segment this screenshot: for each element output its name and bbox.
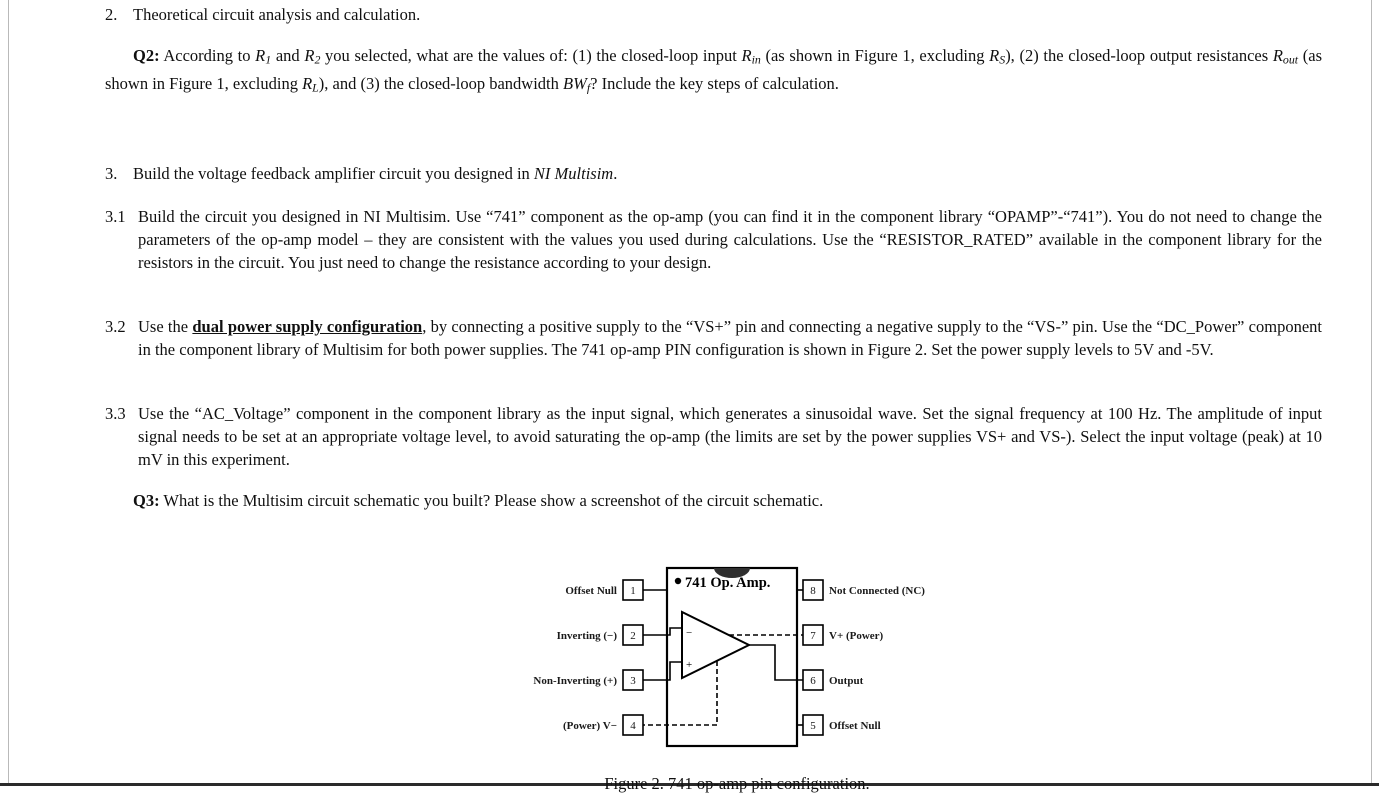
subsection-3-3 xyxy=(105,402,1322,471)
inverting-input-sign: − xyxy=(686,627,693,640)
pin-4-label: (Power) V− xyxy=(562,720,617,733)
page-left-border xyxy=(8,0,9,786)
subsection-3-1-number: 3.1 xyxy=(105,207,126,227)
pin-3-label: Non-Inverting (+) xyxy=(533,675,617,688)
pin-7-label: V+ (Power) xyxy=(829,630,884,643)
pin-3-number: 3 xyxy=(630,675,636,688)
subsection-3-3-number: 3.3 xyxy=(105,404,126,424)
pin-6-number: 6 xyxy=(810,675,816,688)
section-3-title: Build the voltage feedback amplifier circuit you designed in NI Multisim. xyxy=(133,164,618,184)
question-3-paragraph: Q3: What is the Multisim circuit schematic you built? Please show a screenshot of the circuit schematic. xyxy=(133,491,824,511)
section-2-title: Theoretical circuit analysis and calculation. xyxy=(133,5,421,24)
question-2-paragraph: Q2: According to R1 and R2 you selected, what are the values of: (1) the closed-loop input Rin (as shown in Figure 1, excluding RS), (2) the closed-loop output resistances Rout (as shown in Figure 1, excluding RL), and (3) the closed-loop bandwidth BWf? Include the key steps of calculation. xyxy=(105,46,1322,95)
figure-2-pin-diagram xyxy=(507,560,967,760)
pin-2-label: Inverting (−) xyxy=(556,630,617,643)
pin-7-number: 7 xyxy=(810,630,816,643)
pin-4-number: 4 xyxy=(630,720,636,733)
pin-5-label: Offset Null xyxy=(829,720,881,733)
pin-8-label: Not Connected (NC) xyxy=(829,585,925,598)
pin-1-number: 1 xyxy=(630,585,636,598)
subsection-3-2-text: Use the dual power supply configuration, by connecting a positive supply to the “VS+” pin and connecting a negative supply to the “VS-” pin. Use the “DC_Power” component in the component library of Multisim for both power supplies. The 741 op-amp PIN configuration is shown in Figure 2. Set the power supply levels to 5V and -5V. xyxy=(138,317,1322,360)
subsection-3-2 xyxy=(105,315,1322,384)
pin-5-number: 5 xyxy=(810,720,816,733)
section-3-heading xyxy=(105,162,1322,185)
pin-8-number: 8 xyxy=(810,585,816,598)
subsection-3-1 xyxy=(105,205,1322,297)
opamp-pin-diagram xyxy=(507,560,967,760)
noninverting-input-sign: + xyxy=(686,659,693,672)
page-right-border xyxy=(1371,0,1372,786)
section-2-number: 2. xyxy=(105,5,118,24)
chip-title: 741 Op. Amp. xyxy=(685,575,771,592)
section-3-number: 3. xyxy=(105,164,118,184)
pin-1-label: Offset Null xyxy=(565,585,617,598)
subsection-3-3-text: Use the “AC_Voltage” component in the component library as the input signal, which generates a sinusoidal wave. Set the signal frequency at 100 Hz. The amplitude of input signal needs to be set at an appropriate voltage level, to avoid saturating the op-amp (the limits are set by the power supplies VS+ and VS-). Select the input voltage (peak) at 10 mV in this experiment. xyxy=(138,404,1322,470)
subsection-3-2-number: 3.2 xyxy=(105,317,126,337)
figure-2-caption: Figure 2. 741 op-amp pin configuration. xyxy=(604,774,870,794)
section-2-heading xyxy=(105,3,1322,26)
subsection-3-1-text: Build the circuit you designed in NI Multisim. Use “741” component as the op-amp (you can find it in the component library “OPAMP”-“741”). You do not need to change the parameters of the op-amp model – they are consistent with the values you used during calculations. Use the “RESISTOR_RATED” available in the component library for the resistors in the circuit. You just need to change the resistance according to your design. xyxy=(138,207,1322,273)
pin-6-label: Output xyxy=(829,675,864,688)
pin-1-marker-dot xyxy=(675,578,681,584)
pin-2-number: 2 xyxy=(630,630,636,643)
document-content xyxy=(105,3,1322,795)
